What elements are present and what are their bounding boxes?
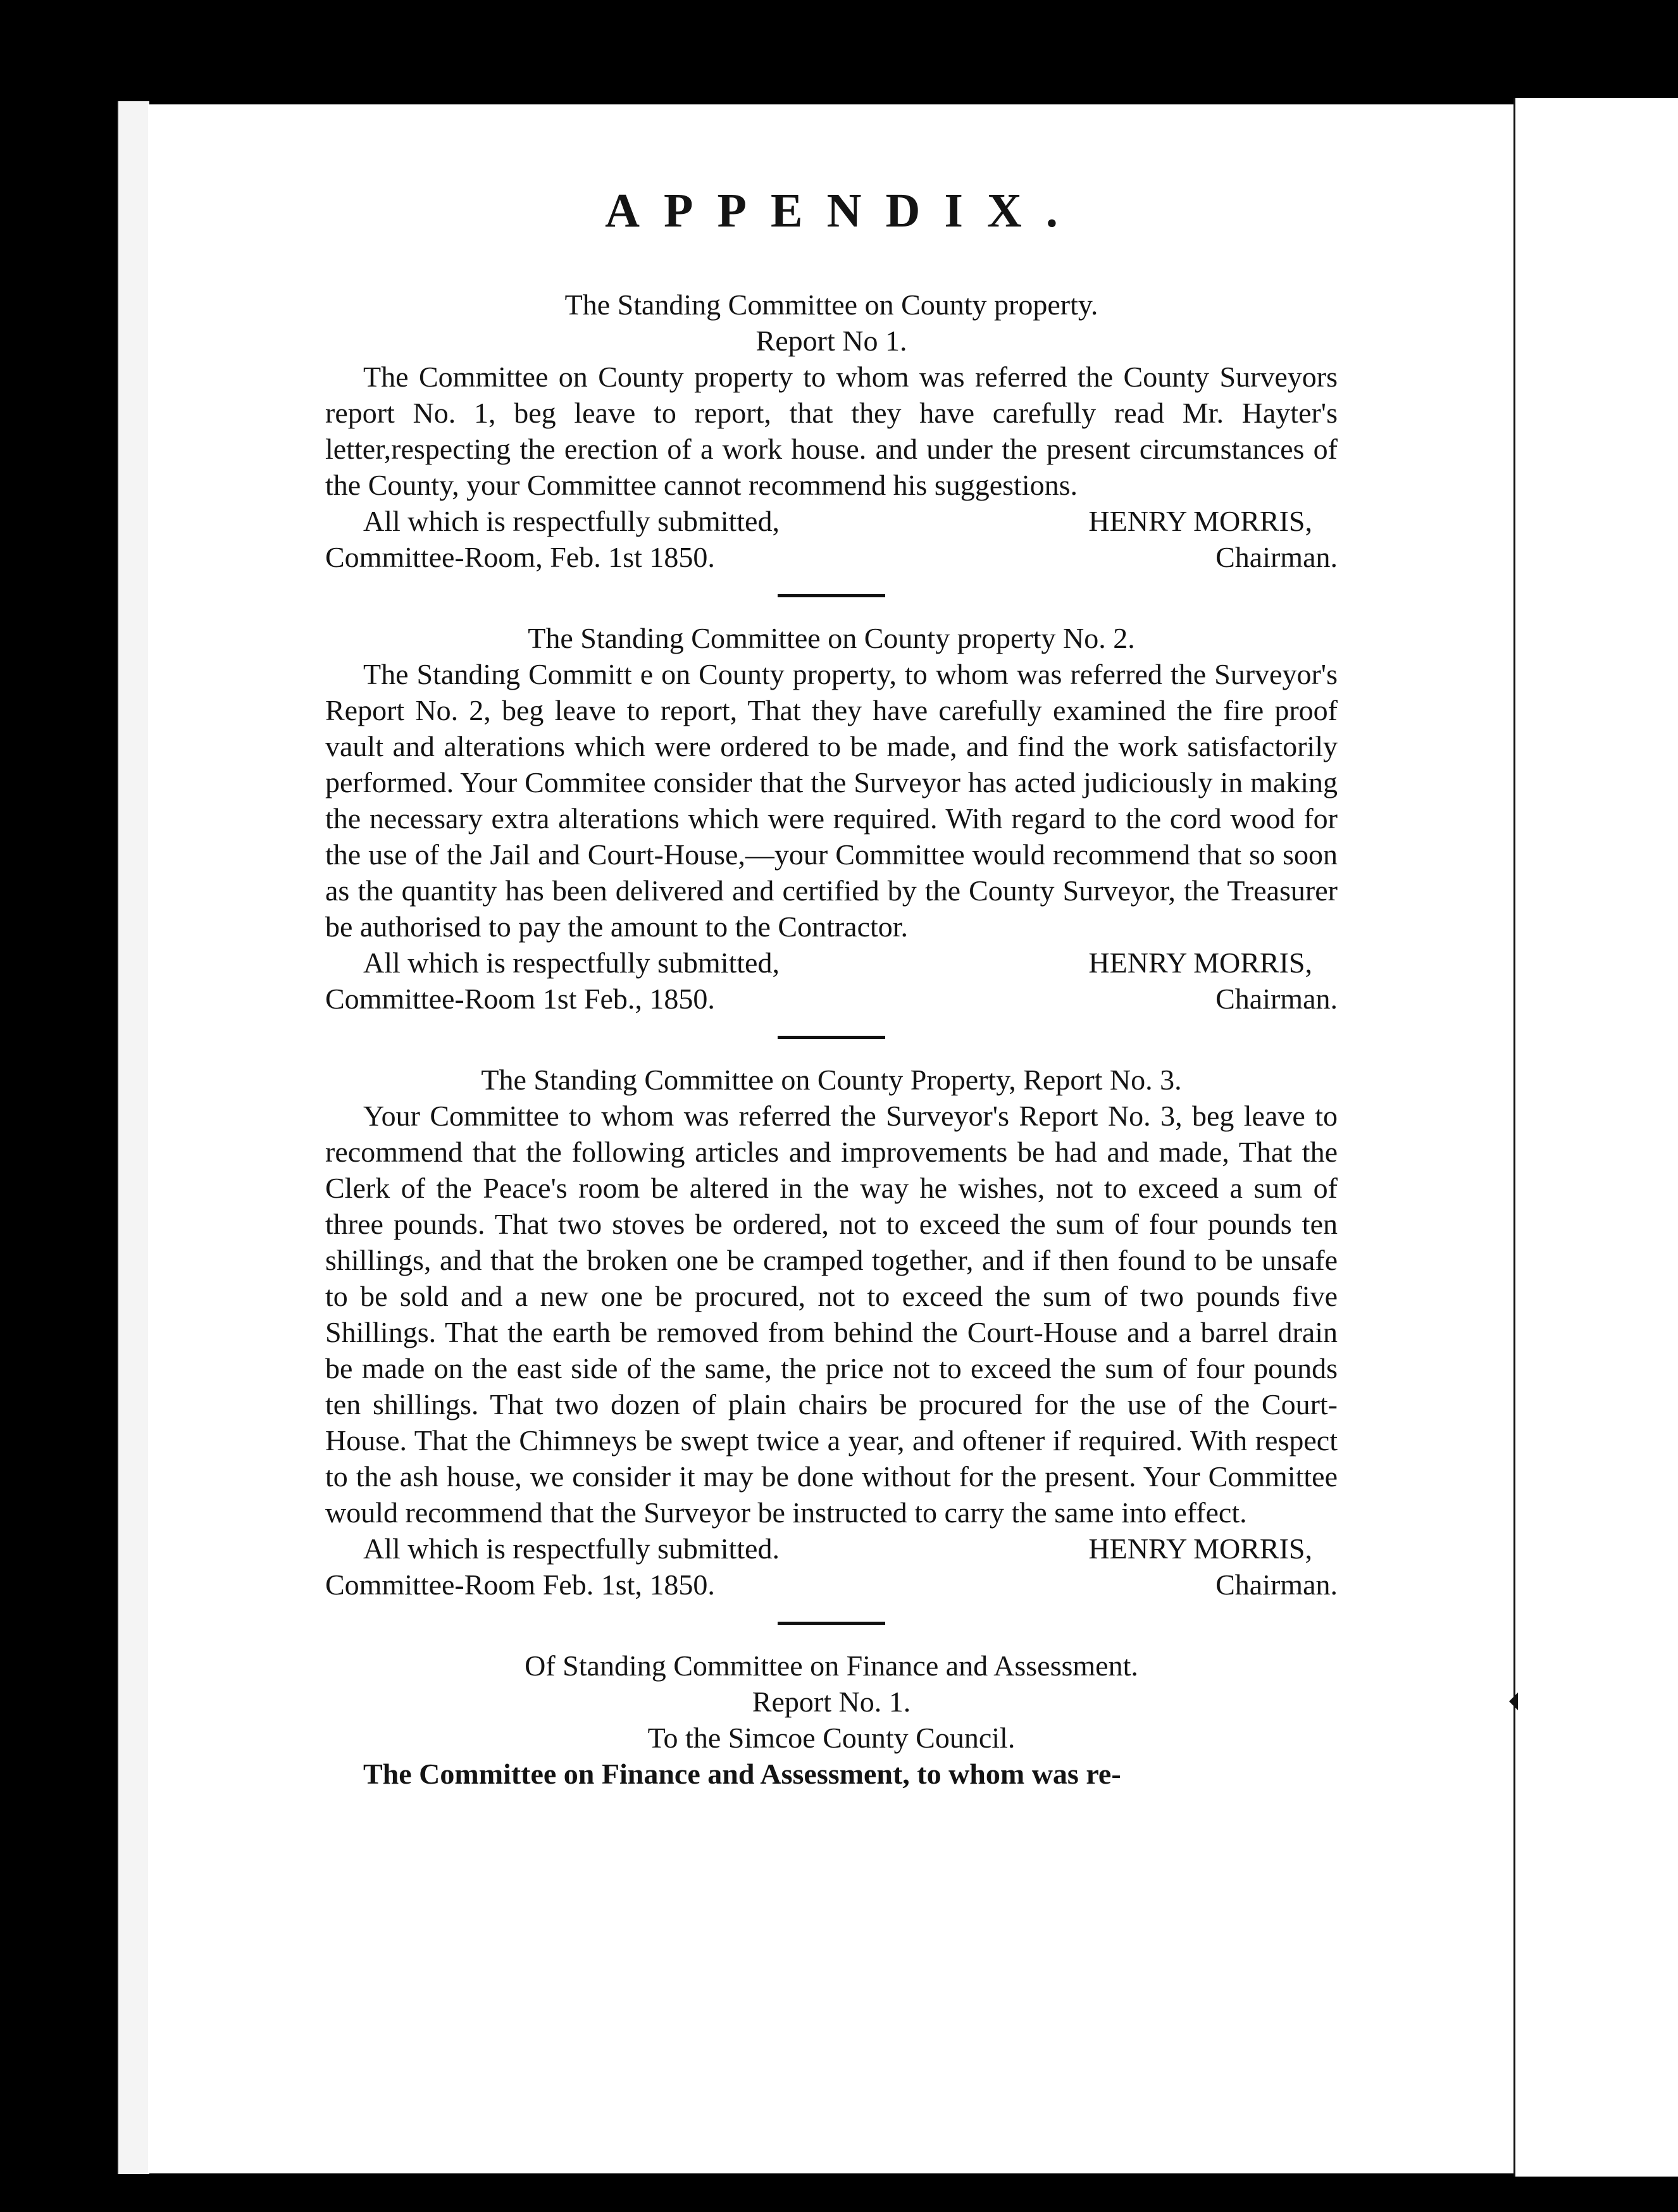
report-1-subtitle: Report No 1.: [755, 325, 907, 357]
finance-title: Of Standing Committee on Finance and Assessment.: [525, 1650, 1138, 1682]
report-2-title: The Standing Committee on County property No. 2.: [528, 622, 1135, 654]
finance-report: [325, 1648, 1338, 1792]
report-2-signer: HENRY MORRIS,: [1088, 947, 1312, 979]
report-1: [325, 287, 1338, 575]
report-1-date-line: [325, 539, 1338, 575]
report-2-role: Chairman.: [1215, 983, 1338, 1015]
report-3-role: Chairman.: [1215, 1569, 1338, 1601]
fold-marker: [1509, 1693, 1518, 1710]
report-1-submitted: All which is respectfully submitted,: [363, 505, 780, 537]
section-divider: [778, 594, 885, 597]
section-divider: [778, 1622, 885, 1625]
report-2-signature-line: [325, 945, 1338, 981]
document-text: [325, 183, 1338, 1792]
appendix-heading: APPENDIX.: [605, 184, 1082, 237]
report-3-place-date: Committee-Room Feb. 1st, 1850.: [325, 1569, 715, 1601]
report-1-body: The Committee on County property to whom was referred the County Surveyors report No. 1, beg leave to report, that they have carefully read Mr. Hayter's letter,respecting the erection of a work house. and under the present circumstances of the County, your Committee cannot recommend his suggestions.: [325, 361, 1338, 501]
report-3-body: Your Committee to whom was referred the Surveyor's Report No. 3, beg leave to recommend that the following articles and improvements be had and made, That the Clerk of the Peace's room be altered in the way he wishes, not to exceed a sum of three pounds. That two stoves be ordered, not to exceed the sum of four pounds ten shillings, and that the broken one be cramped together, and if then found to be unsafe to be sold and a new one be procured, not to exceed the sum of two pounds five Shillings. That the earth be removed from behind the Court-House and a barrel drain be made on the east side of the same, the price not to exceed the sum of four pounds ten shillings. That two dozen of plain chairs be procured for the use of the Court-House. That the Chimneys be swept twice a year, and oftener if required. With respect to the ash house, we consider it may be done without for the present. Your Committee would recommend that the Surveyor be instructed to carry the same into effect.: [325, 1100, 1338, 1529]
report-1-signer: HENRY MORRIS,: [1088, 505, 1312, 537]
finance-address: To the Simcoe County Council.: [647, 1722, 1016, 1754]
report-3-title: The Standing Committee on County Property, Report No. 3.: [481, 1064, 1182, 1096]
report-1-role: Chairman.: [1215, 541, 1338, 573]
section-divider: [778, 1036, 885, 1039]
report-2-place-date: Committee-Room 1st Feb., 1850.: [325, 983, 715, 1015]
finance-body-start: The Committee on Finance and Assessment, to whom was re-: [363, 1758, 1121, 1790]
finance-subtitle: Report No. 1.: [752, 1686, 911, 1718]
report-1-title: The Standing Committee on County property.: [564, 289, 1098, 321]
report-3-date-line: [325, 1567, 1338, 1603]
report-1-place-date: Committee-Room, Feb. 1st 1850.: [325, 541, 715, 573]
page-left-edge: [118, 101, 149, 2174]
report-2: [325, 620, 1338, 1017]
report-3: [325, 1062, 1338, 1603]
page-right-fold: [1513, 98, 1678, 2177]
report-2-submitted: All which is respectfully submitted,: [363, 947, 780, 979]
report-2-date-line: [325, 981, 1338, 1017]
report-3-signature-line: [325, 1531, 1338, 1567]
report-1-signature-line: [325, 503, 1338, 539]
report-3-submitted: All which is respectfully submitted.: [363, 1532, 780, 1565]
report-3-signer: HENRY MORRIS,: [1088, 1532, 1312, 1565]
report-2-body: The Standing Committ e on County property, to whom was referred the Surveyor's Report No. 2, beg leave to report, That they have carefully examined the fire proof vault and alterations which were ordered to be made, and find the work satisfactorily performed. Your Commitee consider that the Surveyor has acted judiciously in making the necessary extra alterations which were required. With regard to the cord wood for the use of the Jail and Court-House,—your Committee would recommend that so soon as the quantity has been delivered and certified by the County Surveyor, the Treasurer be authorised to pay the amount to the Contractor.: [325, 658, 1338, 943]
